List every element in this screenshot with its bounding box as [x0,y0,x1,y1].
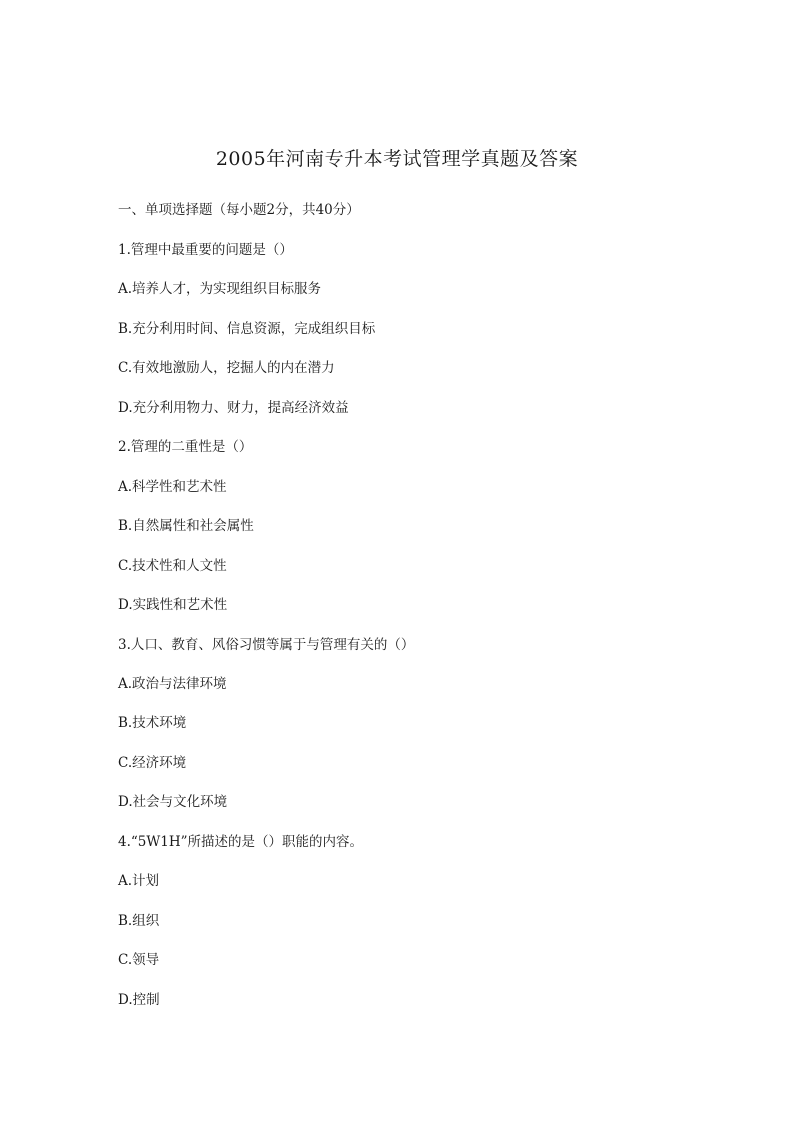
question-4-option-c: C.领导 [118,952,160,968]
question-2-option-a: A.科学性和艺术性 [118,479,227,495]
question-4-option-a: A.计划 [118,873,160,889]
question-3-option-d: D.社会与文化环境 [118,794,228,810]
question-3-option-a: A.政治与法律环境 [118,676,227,692]
question-4-option-b: B.组织 [118,913,160,929]
section-heading: 一、单项选择题（每小题2分，共40分） [118,202,360,218]
document-title: 2005年河南专升本考试管理学真题及答案 [215,148,579,170]
question-3-option-b: B.技术环境 [118,715,187,731]
question-1-option-c: C.有效地激励人，挖掘人的内在潜力 [118,360,335,376]
question-2-option-b: B.自然属性和社会属性 [118,518,254,534]
question-1-stem: 1.管理中最重要的问题是（） [118,242,293,258]
question-3-option-c: C.经济环境 [118,755,187,771]
question-2-option-c: C.技术性和人文性 [118,558,227,574]
question-1-option-a: A.培养人才，为实现组织目标服务 [118,281,322,297]
question-4-stem: 4.“5W1H”所描述的是（）职能的内容。 [118,834,364,850]
question-2-stem: 2.管理的二重性是（） [118,439,253,455]
question-3-stem: 3.人口、教育、风俗习惯等属于与管理有关的（） [118,637,415,653]
question-4-option-d: D.控制 [118,992,160,1008]
question-1-option-b: B.充分利用时间、信息资源，完成组织目标 [118,321,376,337]
question-2-option-d: D.实践性和艺术性 [118,597,228,613]
question-1-option-d: D.充分利用物力、财力，提高经济效益 [118,400,349,416]
